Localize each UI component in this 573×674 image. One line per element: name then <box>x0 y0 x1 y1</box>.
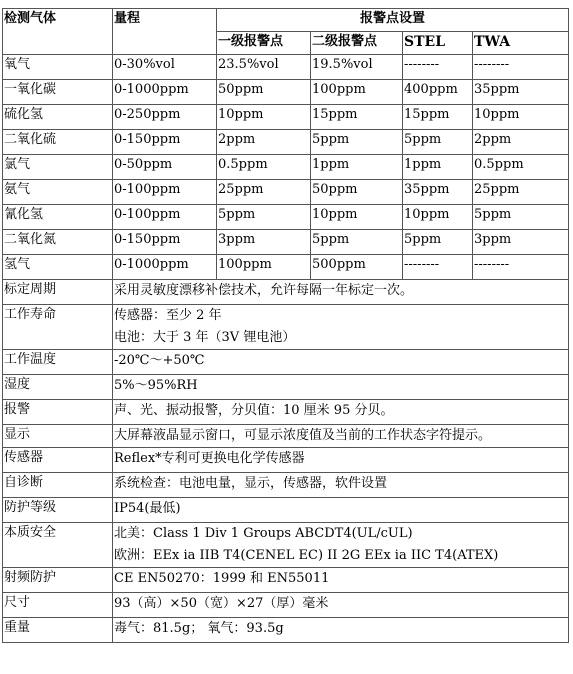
gas-level2-cell: 5ppm <box>311 230 403 255</box>
gas-range-cell: 0-150ppm <box>113 230 217 255</box>
gas-level2-cell: 15ppm <box>311 105 403 130</box>
spec-value-cell <box>113 350 569 375</box>
spec-value-line: CE EN50270：1999 和 EN55011 <box>114 571 330 586</box>
gas-range-cell: 0-1000ppm <box>113 255 217 280</box>
header-stel: STEL <box>403 32 473 55</box>
gas-level1-cell: 2ppm <box>217 130 311 155</box>
gas-stel-cell: 35ppm <box>403 180 473 205</box>
gas-range-cell: 0-1000ppm <box>113 80 217 105</box>
gas-stel-cell: 1ppm <box>403 155 473 180</box>
spec-value-cell <box>113 523 569 568</box>
spec-label-cell: 工作寿命 <box>3 305 113 350</box>
spec-row <box>3 280 569 305</box>
spec-label-cell: 自诊断 <box>3 473 113 498</box>
spec-label-cell: 工作温度 <box>3 350 113 375</box>
spec-table <box>2 8 569 643</box>
spec-value-cell <box>113 305 569 350</box>
gas-stel-cell: 5ppm <box>403 130 473 155</box>
spec-value-cell <box>113 498 569 523</box>
spec-value-cell <box>113 400 569 425</box>
spec-value-line: 93（高）×50（宽）×27（厚）毫米 <box>114 596 329 611</box>
gas-stel-cell: 5ppm <box>403 230 473 255</box>
gas-level2-cell: 19.5%vol <box>311 55 403 80</box>
spec-value-line: 采用灵敏度漂移补偿技术，允许每隔一年标定一次。 <box>114 283 414 298</box>
spec-value-cell <box>113 473 569 498</box>
spec-label-cell: 尺寸 <box>3 593 113 618</box>
spec-value-cell <box>113 280 569 305</box>
gas-name-cell: 氧气 <box>3 55 113 80</box>
spec-label-cell: 湿度 <box>3 375 113 400</box>
spec-value-line: 电池：大于 3 年（3V 锂电池） <box>114 330 296 345</box>
gas-level1-cell: 10ppm <box>217 105 311 130</box>
gas-twa-cell: 35ppm <box>473 80 569 105</box>
spec-label-cell: 报警 <box>3 400 113 425</box>
spec-value-line: Reflex*专利可更换电化学传感器 <box>114 451 305 466</box>
gas-row <box>3 255 569 280</box>
gas-twa-cell: -------- <box>473 255 569 280</box>
gas-row <box>3 155 569 180</box>
gas-name-cell: 氰化氢 <box>3 205 113 230</box>
header-range: 量程 <box>113 9 217 55</box>
spec-value-cell <box>113 375 569 400</box>
gas-twa-cell: 3ppm <box>473 230 569 255</box>
spec-row <box>3 523 569 568</box>
header-twa: TWA <box>473 32 569 55</box>
gas-name-cell: 硫化氢 <box>3 105 113 130</box>
gas-level2-cell: 10ppm <box>311 205 403 230</box>
gas-level1-cell: 100ppm <box>217 255 311 280</box>
header-level2: 二级报警点 <box>311 32 403 55</box>
gas-level2-cell: 5ppm <box>311 130 403 155</box>
gas-row <box>3 230 569 255</box>
gas-twa-cell: 10ppm <box>473 105 569 130</box>
gas-twa-cell: 2ppm <box>473 130 569 155</box>
spec-row <box>3 593 569 618</box>
gas-level2-cell: 100ppm <box>311 80 403 105</box>
header-gas: 检测气体 <box>3 9 113 55</box>
spec-value-cell <box>113 593 569 618</box>
spec-label-cell: 显示 <box>3 425 113 448</box>
spec-value-line: -20℃～+50℃ <box>114 353 205 368</box>
spec-label-cell: 射频防护 <box>3 568 113 593</box>
gas-level2-cell: 1ppm <box>311 155 403 180</box>
spec-value-line: 毒气：81.5g； 氧气：93.5g <box>114 621 284 636</box>
gas-stel-cell: 10ppm <box>403 205 473 230</box>
gas-level1-cell: 23.5%vol <box>217 55 311 80</box>
gas-twa-cell: 25ppm <box>473 180 569 205</box>
gas-twa-cell: 0.5ppm <box>473 155 569 180</box>
gas-row <box>3 80 569 105</box>
header-alarm-group: 报警点设置 <box>217 9 569 32</box>
gas-stel-cell: -------- <box>403 55 473 80</box>
spec-value-cell <box>113 618 569 643</box>
spec-row <box>3 375 569 400</box>
gas-name-cell: 氯气 <box>3 155 113 180</box>
spec-value-line: 欧洲：EEx ia IIB T4(CENEL EC) II 2G EEx ia IIC T4(ATEX) <box>114 548 499 563</box>
spec-value-cell <box>113 425 569 448</box>
spec-row <box>3 568 569 593</box>
gas-range-cell: 0-30%vol <box>113 55 217 80</box>
spec-row <box>3 448 569 473</box>
spec-value-line: 系统检查：电池电量，显示，传感器，软件设置 <box>114 476 388 491</box>
spec-label-cell: 防护等级 <box>3 498 113 523</box>
gas-name-cell: 一氧化碳 <box>3 80 113 105</box>
spec-value-line: 5%～95%RH <box>114 378 198 393</box>
spec-row <box>3 400 569 425</box>
gas-name-cell: 二氧化硫 <box>3 130 113 155</box>
spec-row <box>3 473 569 498</box>
gas-stel-cell: 15ppm <box>403 105 473 130</box>
spec-label-cell: 重量 <box>3 618 113 643</box>
spec-value-line: 大屏幕液晶显示窗口，可显示浓度值及当前的工作状态字符提示。 <box>114 428 492 443</box>
spec-row <box>3 618 569 643</box>
spec-value-line: 传感器：至少 2 年 <box>114 308 222 323</box>
spec-row <box>3 350 569 375</box>
spec-value-cell <box>113 448 569 473</box>
gas-name-cell: 二氧化氮 <box>3 230 113 255</box>
gas-level2-cell: 500ppm <box>311 255 403 280</box>
spec-value-line: 北美：Class 1 Div 1 Groups ABCDT4(UL/cUL) <box>114 526 413 541</box>
spec-label-cell: 传感器 <box>3 448 113 473</box>
gas-name-cell: 氨气 <box>3 180 113 205</box>
gas-row <box>3 105 569 130</box>
spec-row <box>3 498 569 523</box>
gas-level1-cell: 25ppm <box>217 180 311 205</box>
gas-range-cell: 0-100ppm <box>113 205 217 230</box>
gas-range-cell: 0-150ppm <box>113 130 217 155</box>
gas-row <box>3 130 569 155</box>
spec-row <box>3 305 569 350</box>
gas-row <box>3 55 569 80</box>
gas-stel-cell: 400ppm <box>403 80 473 105</box>
spec-value-line: 声、光、振动报警，分贝值：10 厘米 95 分贝。 <box>114 403 394 418</box>
gas-row <box>3 205 569 230</box>
spec-value-cell <box>113 568 569 593</box>
gas-level1-cell: 0.5ppm <box>217 155 311 180</box>
gas-row <box>3 180 569 205</box>
spec-value-line: IP54(最低) <box>114 501 181 516</box>
spec-row <box>3 425 569 448</box>
spec-label-cell: 本质安全 <box>3 523 113 568</box>
header-row-1 <box>3 9 569 32</box>
gas-level2-cell: 50ppm <box>311 180 403 205</box>
gas-stel-cell: -------- <box>403 255 473 280</box>
gas-range-cell: 0-100ppm <box>113 180 217 205</box>
gas-range-cell: 0-250ppm <box>113 105 217 130</box>
gas-twa-cell: 5ppm <box>473 205 569 230</box>
gas-name-cell: 氢气 <box>3 255 113 280</box>
gas-level1-cell: 3ppm <box>217 230 311 255</box>
gas-twa-cell: -------- <box>473 55 569 80</box>
gas-level1-cell: 5ppm <box>217 205 311 230</box>
spec-table-body <box>3 9 569 643</box>
gas-level1-cell: 50ppm <box>217 80 311 105</box>
gas-range-cell: 0-50ppm <box>113 155 217 180</box>
spec-label-cell: 标定周期 <box>3 280 113 305</box>
header-level1: 一级报警点 <box>217 32 311 55</box>
